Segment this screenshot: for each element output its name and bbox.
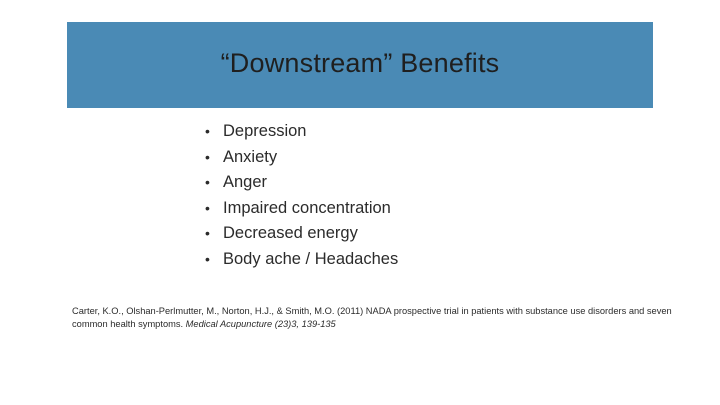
bullet-text: Impaired concentration bbox=[223, 198, 391, 217]
bullet-text: Anxiety bbox=[223, 147, 278, 166]
bullet-text: Body ache / Headaches bbox=[223, 249, 399, 268]
bullet-item bbox=[205, 148, 398, 174]
bullet-text: Anger bbox=[223, 173, 268, 191]
bullet-icon: • bbox=[205, 250, 210, 267]
bullet-item bbox=[205, 173, 398, 199]
bullet-text: Decreased energy bbox=[223, 224, 358, 242]
slide-title: “Downstream” Benefits bbox=[220, 47, 500, 78]
title-band bbox=[67, 22, 653, 108]
bullet-list bbox=[205, 122, 398, 275]
citation bbox=[72, 305, 672, 331]
bullet-item bbox=[205, 224, 398, 250]
citation-journal: Medical Acupuncture (23)3, 139-135 bbox=[185, 319, 336, 329]
bullet-icon: • bbox=[205, 174, 210, 190]
bullet-icon: • bbox=[205, 225, 210, 241]
citation-text: Carter, K.O., Olshan-Perlmutter, M., Norton, H.J., & Smith, M.O. (2011) NADA prospective trial in patients with substance use disorders and seven common health symptoms. bbox=[72, 306, 672, 329]
bullet-item bbox=[205, 122, 398, 148]
bullet-icon: • bbox=[205, 199, 210, 216]
bullet-icon: • bbox=[205, 123, 210, 139]
bullet-item bbox=[205, 250, 398, 276]
bullet-item bbox=[205, 199, 398, 225]
bullet-icon: • bbox=[205, 148, 210, 165]
bullet-text: Depression bbox=[223, 122, 307, 140]
